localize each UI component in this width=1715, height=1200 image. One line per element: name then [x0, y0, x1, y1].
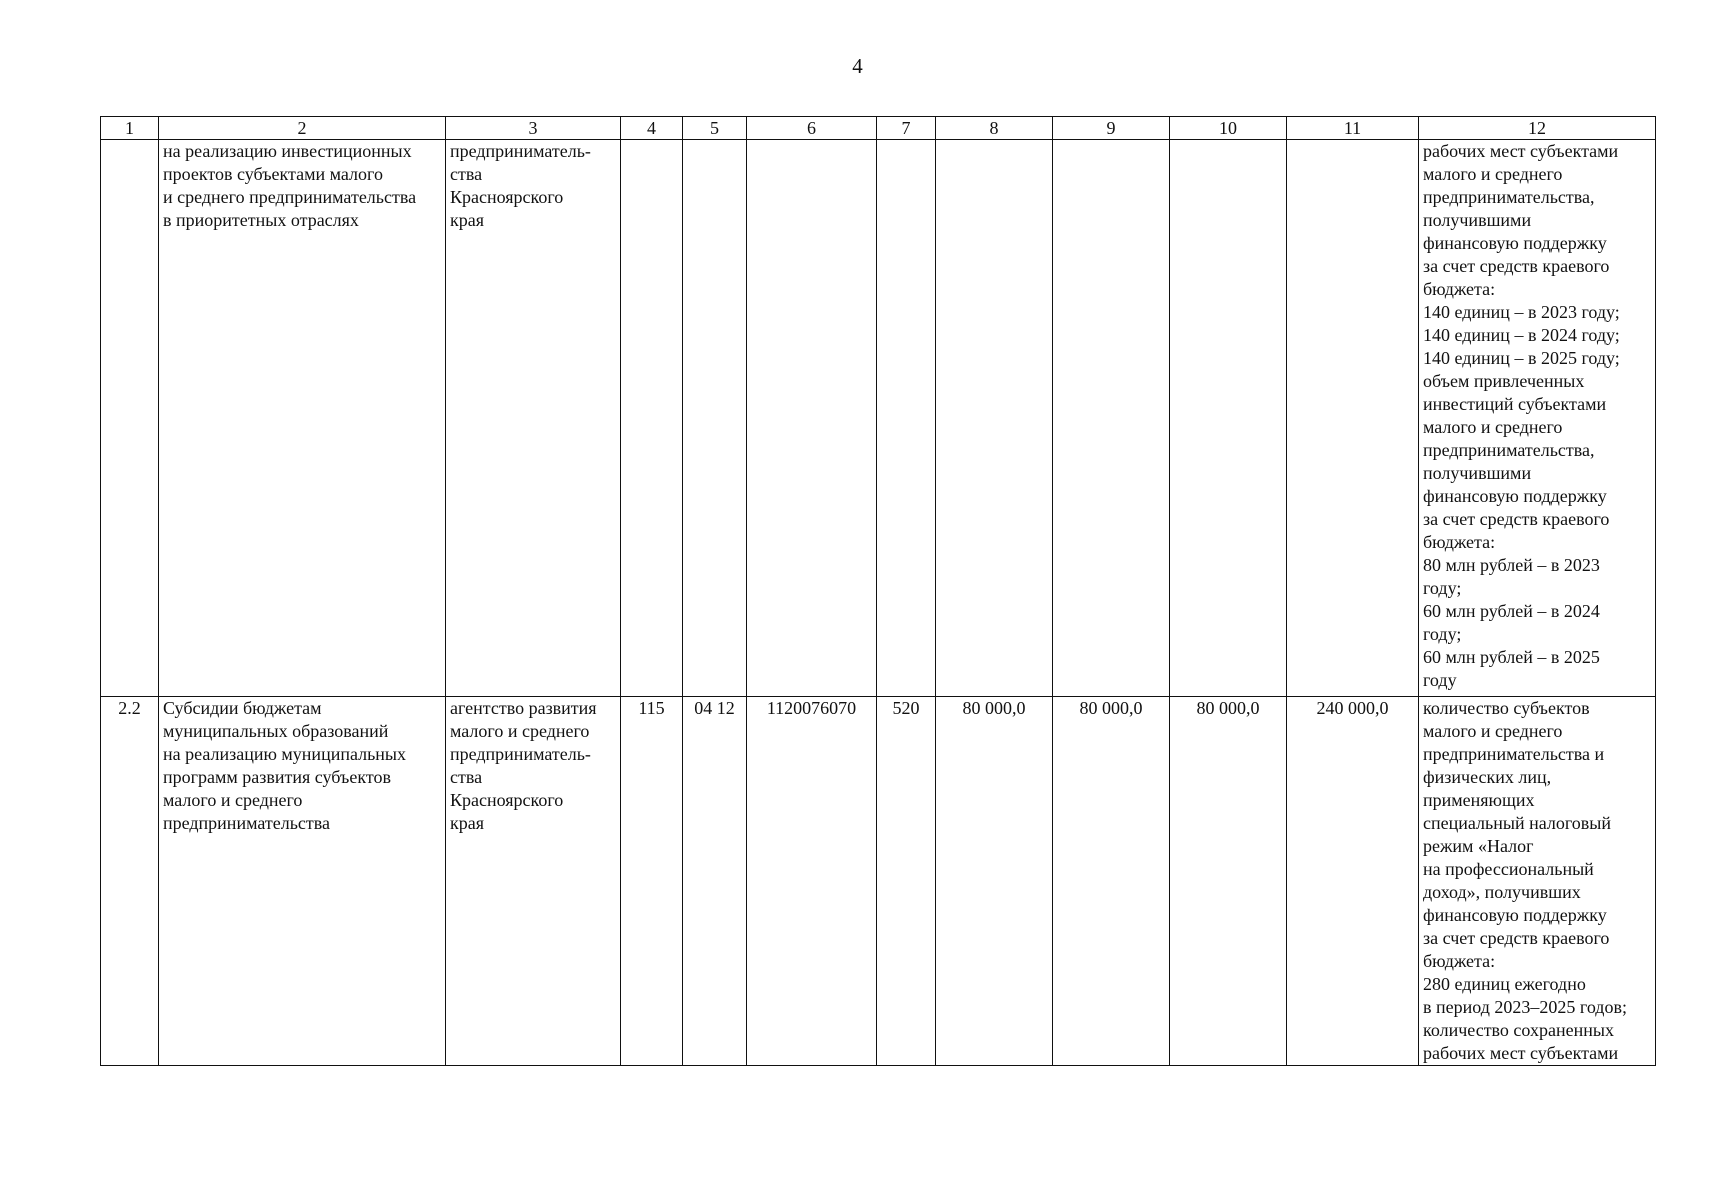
column-header-11: 11: [1287, 117, 1419, 140]
cell-section-code: 04 12: [683, 697, 747, 1066]
cell-amount-2023: [936, 140, 1053, 697]
cell-amount-2024: [1053, 140, 1170, 697]
page-number: 4: [852, 54, 863, 78]
column-header-6: 6: [747, 117, 877, 140]
cell-responsible: предприниматель- ства Красноярского края: [446, 140, 621, 697]
cell-amount-2024: 80 000,0: [1053, 697, 1170, 1066]
column-header-10: 10: [1170, 117, 1287, 140]
cell-responsible: агентство развития малого и среднего предприниматель- ства Красноярского края: [446, 697, 621, 1066]
cell-grbs-code: [621, 140, 683, 697]
cell-amount-2025: 80 000,0: [1170, 697, 1287, 1066]
cell-amount-2025: [1170, 140, 1287, 697]
cell-amount-total: 240 000,0: [1287, 697, 1419, 1066]
table-row-2-2: [101, 697, 1656, 1066]
column-header-7: 7: [877, 117, 936, 140]
column-header-1: 1: [101, 117, 159, 140]
cell-target-code: [747, 140, 877, 697]
column-header-12: 12: [1419, 117, 1656, 140]
column-header-4: 4: [621, 117, 683, 140]
cell-number: 2.2: [101, 697, 159, 1066]
cell-number: [101, 140, 159, 697]
cell-measure-name: на реализацию инвестиционных проектов субъектами малого и среднего предпринимательства в приоритетных отраслях: [159, 140, 446, 697]
cell-section-code: [683, 140, 747, 697]
cell-amount-2023: 80 000,0: [936, 697, 1053, 1066]
cell-expense-type: [877, 140, 936, 697]
table-header-row: [101, 117, 1656, 140]
cell-expense-type: 520: [877, 697, 936, 1066]
cell-target-code: 1120076070: [747, 697, 877, 1066]
budget-table: [100, 116, 1656, 1066]
cell-expected-result: количество субъектов малого и среднего предпринимательства и физических лиц, применяющих специальный налоговый режим «Налог на профессиональный доход», получивших финансовую поддержку за счет средств краевого бюджета: 280 единиц ежегодно в период 2023–2025 годов; количество сохраненных рабочих мест субъектами: [1419, 697, 1656, 1066]
cell-grbs-code: 115: [621, 697, 683, 1066]
column-header-5: 5: [683, 117, 747, 140]
cell-amount-total: [1287, 140, 1419, 697]
column-header-9: 9: [1053, 117, 1170, 140]
column-header-2: 2: [159, 117, 446, 140]
column-header-3: 3: [446, 117, 621, 140]
column-header-8: 8: [936, 117, 1053, 140]
cell-measure-name: Субсидии бюджетам муниципальных образований на реализацию муниципальных программ развития субъектов малого и среднего предпринимательства: [159, 697, 446, 1066]
table-row-continuation: [101, 140, 1656, 697]
cell-expected-result: рабочих мест субъектами малого и среднего предпринимательства, получившими финансовую поддержку за счет средств краевого бюджета: 140 единиц – в 2023 году; 140 единиц – в 2024 году; 140 единиц – в 2025 году; объем привлеченных инвестиций субъектами малого и среднего предпринимательства, получившими финансовую поддержку за счет средств краевого бюджета: 80 млн рублей – в 2023 году; 60 млн рублей – в 2024 году; 60 млн рублей – в 2025 году: [1419, 140, 1656, 697]
